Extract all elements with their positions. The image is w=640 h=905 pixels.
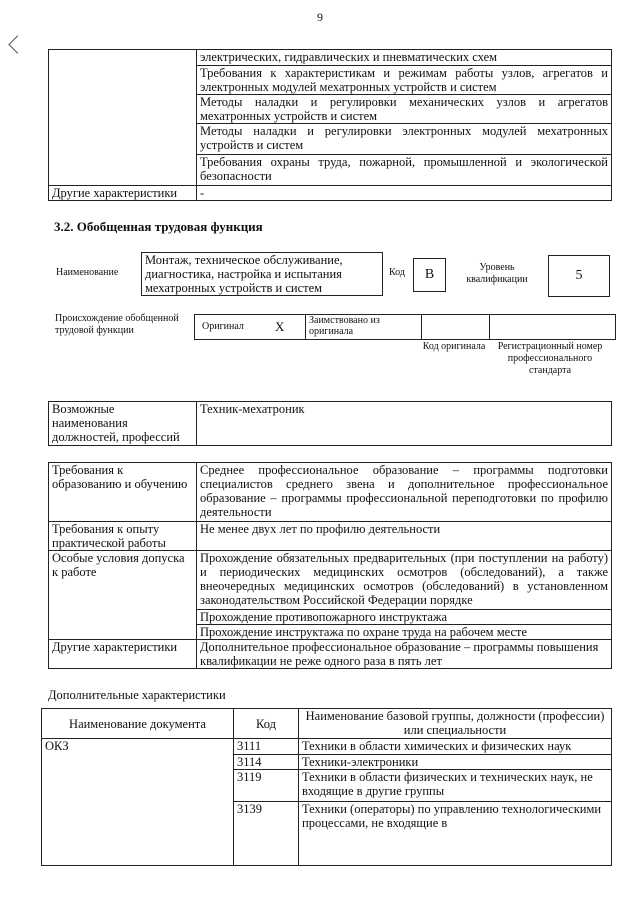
- level-label: Уровень квалификации: [466, 262, 528, 285]
- header-group-name: Наименование базовой группы, должности (профессии) или специальности: [299, 709, 612, 739]
- empty-label-cell: [49, 50, 197, 186]
- document-name: ОКЗ: [42, 739, 234, 866]
- okz-name: Техники-электроники: [299, 754, 612, 770]
- knowledge-item: Требования к характеристикам и режимам работы узлов, агрегатов и электронных модулей мехатронных устройств и систем: [197, 66, 612, 95]
- original-mark: X: [275, 319, 285, 334]
- reg-caption: Регистрационный номер профессионального стандарта: [497, 341, 603, 376]
- table-row: [49, 522, 612, 551]
- other-characteristics-label: Другие характеристики: [49, 186, 197, 201]
- margin-mark: [8, 35, 26, 53]
- positions-table: [48, 401, 612, 446]
- requirements-table: [48, 462, 612, 669]
- other-characteristics-value: -: [197, 186, 612, 201]
- knowledge-item: Требования охраны труда, пожарной, промышленной и экологической безопасности: [197, 155, 612, 186]
- additional-title: Дополнительные характеристики: [48, 688, 226, 702]
- other-characteristics-value: Дополнительное профессиональное образование – программы повышения квалификации не реже одного раза в пять лет: [197, 640, 612, 669]
- table-row: [49, 463, 612, 522]
- table-row: [49, 640, 612, 669]
- knowledge-item: электрических, гидравлических и пневматических схем: [197, 50, 612, 66]
- experience-value: Не менее двух лет по профилю деятельности: [197, 522, 612, 551]
- okz-code: 3114: [234, 754, 299, 770]
- code-caption: Код оригинала: [422, 341, 486, 352]
- original-label: Оригинал: [202, 321, 244, 332]
- other-characteristics-label: Другие характеристики: [49, 640, 197, 669]
- table-row: [49, 186, 612, 201]
- okz-name: Техники (операторы) по управлению технологическими процессами, не входящие в: [299, 801, 612, 865]
- positions-value: Техник-мехатроник: [197, 402, 612, 446]
- experience-label: Требования к опыту практической работы: [49, 522, 197, 551]
- function-name-box: Монтаж, техническое обслуживание, диагностика, настройка и испытания мехатронных устройств и систем: [141, 252, 383, 296]
- conditions-value: Прохождение обязательных предварительных (при поступлении на работу) и периодических медицинских осмотров (обследований), а также внеочередных медицинских осмотров (обследований) в установленном законодательством Российской Федерации порядке: [197, 551, 612, 610]
- name-label: Наименование: [56, 267, 119, 278]
- conditions-value: Прохождение противопожарного инструктажа: [197, 610, 612, 625]
- table-row: [49, 50, 612, 66]
- conditions-value: Прохождение инструктажа по охране труда на рабочем месте: [197, 625, 612, 640]
- table-row: [49, 551, 612, 610]
- okz-code: 3139: [234, 801, 299, 865]
- positions-label: Возможные наименования должностей, профессий: [49, 402, 197, 446]
- additional-table: [41, 708, 612, 866]
- origin-label: Происхождение обобщенной трудовой функции: [55, 313, 179, 336]
- table-row: [42, 739, 612, 755]
- code-label: Код: [389, 267, 405, 278]
- borrowed-label: Заимствовано из оригинала: [309, 315, 380, 337]
- table-row: [42, 709, 612, 739]
- okz-code: 3119: [234, 770, 299, 801]
- education-label: Требования к образованию и обучению: [49, 463, 197, 522]
- knowledge-table: [48, 49, 612, 201]
- page-number: 9: [317, 10, 323, 24]
- table-row: [49, 402, 612, 446]
- divider: [305, 315, 306, 339]
- conditions-label: Особые условия допуска к работе: [49, 551, 197, 640]
- header-document: Наименование документа: [42, 709, 234, 739]
- divider: [489, 315, 490, 339]
- okz-code: 3111: [234, 739, 299, 755]
- code-box: B: [413, 258, 446, 292]
- okz-name: Техники в области физических и технических наук, не входящие в другие группы: [299, 770, 612, 801]
- level-box: 5: [548, 255, 610, 297]
- knowledge-item: Методы наладки и регулировки механических узлов и агрегатов мехатронных устройств и систем: [197, 95, 612, 124]
- divider: [421, 315, 422, 339]
- knowledge-item: Методы наладки и регулировки электронных модулей мехатронных устройств и систем: [197, 124, 612, 155]
- section-title: 3.2. Обобщенная трудовая функция: [54, 219, 263, 234]
- okz-name: Техники в области химических и физических наук: [299, 739, 612, 755]
- origin-box: [194, 314, 616, 340]
- education-value: Среднее профессиональное образование – программы подготовки специалистов среднего звена и дополнительное профессиональное образование – программы профессиональной переподготовки по профилю деятельности: [197, 463, 612, 522]
- header-code: Код: [234, 709, 299, 739]
